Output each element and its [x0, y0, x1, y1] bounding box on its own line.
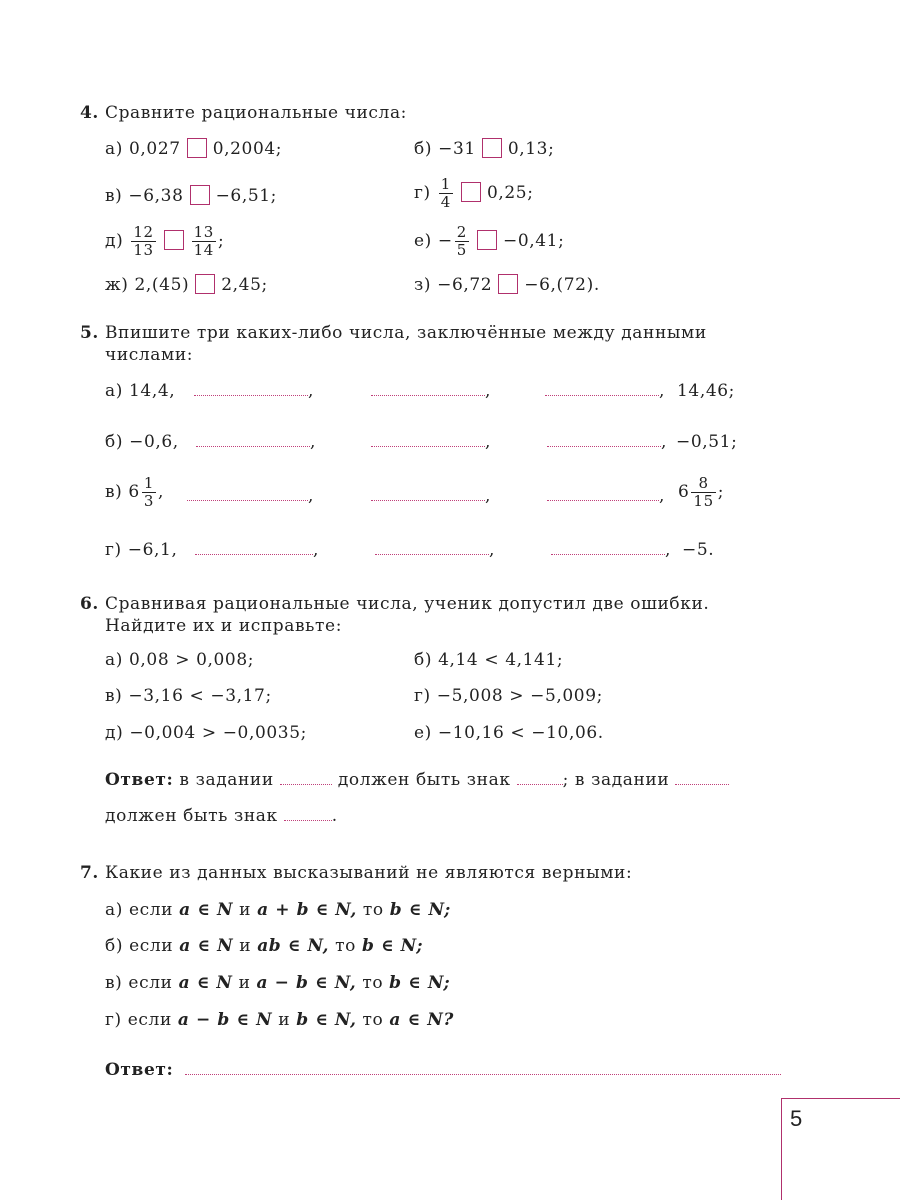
ex5-item-b — [105, 432, 179, 452]
item-label: г) — [414, 686, 431, 706]
item-label: б) — [414, 650, 433, 670]
item-text: 4,14 < 4,141; — [438, 650, 564, 670]
exercise-prompt-line2: Найдите их и исправьте: — [105, 616, 343, 636]
item-left: −31 — [438, 139, 476, 159]
ex4-item-e — [414, 224, 564, 259]
ex5-b-end: −0,51; — [676, 432, 738, 452]
ex5-v-blank-3[interactable]: , — [547, 486, 665, 506]
condition-2: a + b ∈ N, — [257, 900, 357, 920]
item-right: 0,25; — [486, 183, 534, 203]
answer-label: Ответ: — [105, 770, 174, 790]
ex5-b-blank-1[interactable]: , — [196, 432, 316, 452]
ex5-item-g — [105, 540, 177, 560]
item-left: −6,38 — [128, 186, 184, 206]
exercise-number: 4. — [80, 103, 99, 123]
item-label: ж) — [105, 275, 129, 295]
ex4-item-g — [414, 176, 534, 211]
ex5-v-end: 6 $\frac{8}{15}$ ; — [678, 474, 725, 510]
exercise-5-title — [80, 322, 707, 366]
item-right: −6,(72). — [524, 275, 600, 295]
ex7-item-b: б) если a ∈ N и ab ∈ N, то b ∈ N; — [105, 936, 424, 956]
ex5-a-end: 14,46; — [677, 381, 735, 401]
item-label: б) — [105, 432, 124, 452]
item-label: г) — [414, 183, 431, 203]
item-right: 0,13; — [507, 139, 555, 159]
ex6-item-g — [414, 686, 603, 706]
ex7-item-g: г) если a − b ∈ N и b ∈ N, то a ∈ N? — [105, 1010, 454, 1030]
exercise-number: 5. — [80, 323, 99, 343]
item-label: д) — [105, 723, 124, 743]
exercise-number: 7. — [80, 863, 99, 883]
item-left: −6,72 — [437, 275, 493, 295]
ex4-item-d: д) $\frac{12}{13}$ $\frac{13}{14}$ ; — [105, 223, 225, 259]
range-start: 14,4, — [128, 381, 176, 401]
mixed-whole: 6 — [678, 482, 690, 502]
exercise-4-title — [80, 103, 407, 123]
range-start: −0,6, — [129, 432, 179, 452]
fraction: $\frac{1}{3}$ — [143, 474, 154, 510]
ex4-item-z — [414, 275, 600, 296]
ex4-item-v — [105, 186, 277, 207]
item-right: 2,45; — [221, 275, 268, 295]
conclusion: b ∈ N; — [361, 936, 424, 956]
ex6-item-v — [105, 686, 272, 706]
ex5-v-blank-2[interactable]: , — [371, 486, 491, 506]
item-label: з) — [414, 275, 432, 295]
ex5-a-blank-3[interactable]: , — [545, 381, 665, 401]
item-label: а) — [105, 139, 123, 159]
answer-blank[interactable] — [280, 780, 332, 785]
compare-box[interactable] — [498, 274, 518, 294]
compare-box[interactable] — [164, 230, 184, 250]
item-text: −5,008 > −5,009; — [436, 686, 603, 706]
item-label: б) — [414, 139, 433, 159]
item-text: 0,08 > 0,008; — [128, 650, 255, 670]
ex4-item-a — [105, 139, 282, 160]
item-label: в) — [105, 686, 123, 706]
exercise-prompt-line1: Сравнивая рациональные числа, ученик допустил две ошибки. — [104, 594, 710, 614]
compare-box[interactable] — [482, 138, 502, 158]
condition-1: a − b ∈ N — [177, 1010, 273, 1030]
answer-label: Ответ: — [105, 1060, 174, 1080]
item-label: а) — [105, 381, 123, 401]
item-label: а) — [105, 900, 123, 920]
ex5-item-v: в) 6 $\frac{1}{3}$ , — [105, 474, 165, 510]
ex7-answer-blank[interactable] — [185, 1060, 781, 1080]
item-label: в) — [105, 973, 123, 993]
ex6-item-b — [414, 650, 563, 670]
ex7-answer — [105, 1060, 173, 1080]
ex6-answer-line2: должен быть знак . — [105, 806, 338, 826]
page-number: 5 — [790, 1106, 803, 1131]
exercise-6-title — [80, 593, 709, 637]
fraction: $\frac{12}{13}$ — [133, 223, 154, 259]
exercise-number: 6. — [80, 594, 99, 614]
item-text: −10,16 < −10,06. — [437, 723, 604, 743]
ex5-b-blank-2[interactable]: , — [371, 432, 491, 452]
ex5-g-blank-3[interactable]: , — [551, 540, 671, 560]
fraction: $\frac{1}{4}$ — [440, 175, 451, 211]
condition-2: ab ∈ N, — [257, 936, 330, 956]
exercise-prompt-line1: Впишите три каких-либо числа, заключённые между данными — [104, 323, 707, 343]
item-label: г) — [105, 540, 122, 560]
ex4-item-zh — [105, 275, 268, 296]
ex6-item-e — [414, 723, 604, 743]
condition-1: a ∈ N — [179, 900, 234, 920]
ex7-item-v: в) если a ∈ N и a − b ∈ N, то b ∈ N; — [105, 973, 451, 993]
exercise-7-title — [80, 863, 632, 883]
compare-box[interactable] — [195, 274, 215, 294]
item-label: в) — [105, 482, 123, 502]
item-label: а) — [105, 650, 123, 670]
condition-2: b ∈ N, — [296, 1010, 357, 1030]
ex5-g-blank-1[interactable]: , — [195, 540, 319, 560]
item-label: в) — [105, 186, 123, 206]
range-start: −6,1, — [127, 540, 178, 560]
ex4-item-b — [414, 139, 554, 160]
ex5-v-blank-1[interactable]: , — [187, 486, 314, 506]
answer-blank[interactable] — [517, 780, 563, 785]
item-right: 0,2004; — [212, 139, 283, 159]
compare-box[interactable] — [190, 185, 210, 205]
answer-blank[interactable] — [284, 816, 332, 821]
item-label: б) — [105, 936, 124, 956]
item-right: −6,51; — [215, 186, 277, 206]
answer-blank[interactable] — [675, 780, 729, 785]
ex5-a-blank-1[interactable]: , — [194, 381, 314, 401]
exercise-prompt: Сравните рациональные числа: — [104, 103, 408, 123]
ex5-g-blank-2[interactable]: , — [375, 540, 495, 560]
ex5-b-blank-3[interactable]: , — [547, 432, 667, 452]
item-label: д) — [105, 231, 124, 251]
item-right: −0,41; — [502, 231, 565, 251]
conclusion: a ∈ N? — [389, 1010, 454, 1030]
compare-box[interactable] — [477, 230, 497, 250]
minus-sign: − — [437, 231, 453, 251]
ex5-item-a — [105, 381, 175, 401]
item-left: 0,027 — [128, 139, 181, 159]
exercise-prompt-line2: числами: — [105, 345, 194, 365]
condition-1: a ∈ N — [178, 973, 233, 993]
ex6-answer-line1: Ответ: в задании должен быть знак ; в задании — [105, 770, 729, 790]
condition-2: a − b ∈ N, — [256, 973, 357, 993]
item-text: −3,16 < −3,17; — [128, 686, 272, 706]
item-label: г) — [105, 1010, 122, 1030]
ex6-item-a — [105, 650, 254, 670]
item-left: 2,(45) — [134, 275, 190, 295]
mixed-whole: 6 — [128, 482, 140, 502]
item-label: е) — [414, 723, 432, 743]
ex6-item-d — [105, 723, 307, 743]
compare-box[interactable] — [187, 138, 207, 158]
item-text: −0,004 > −0,0035; — [129, 723, 307, 743]
ex5-g-end: −5. — [682, 540, 715, 560]
ex7-item-a: а) если a ∈ N и a + b ∈ N, то b ∈ N; — [105, 900, 451, 920]
item-label: е) — [414, 231, 432, 251]
compare-box[interactable] — [461, 182, 481, 202]
fraction: $\frac{8}{15}$ — [693, 474, 714, 510]
ex5-a-blank-2[interactable]: , — [371, 381, 491, 401]
exercise-prompt: Какие из данных высказываний не являются верными: — [104, 863, 633, 883]
fraction: $\frac{13}{14}$ — [193, 223, 214, 259]
fraction: $\frac{2}{5}$ — [456, 223, 467, 259]
conclusion: b ∈ N; — [389, 973, 451, 993]
condition-1: a ∈ N — [179, 936, 234, 956]
conclusion: b ∈ N; — [389, 900, 451, 920]
